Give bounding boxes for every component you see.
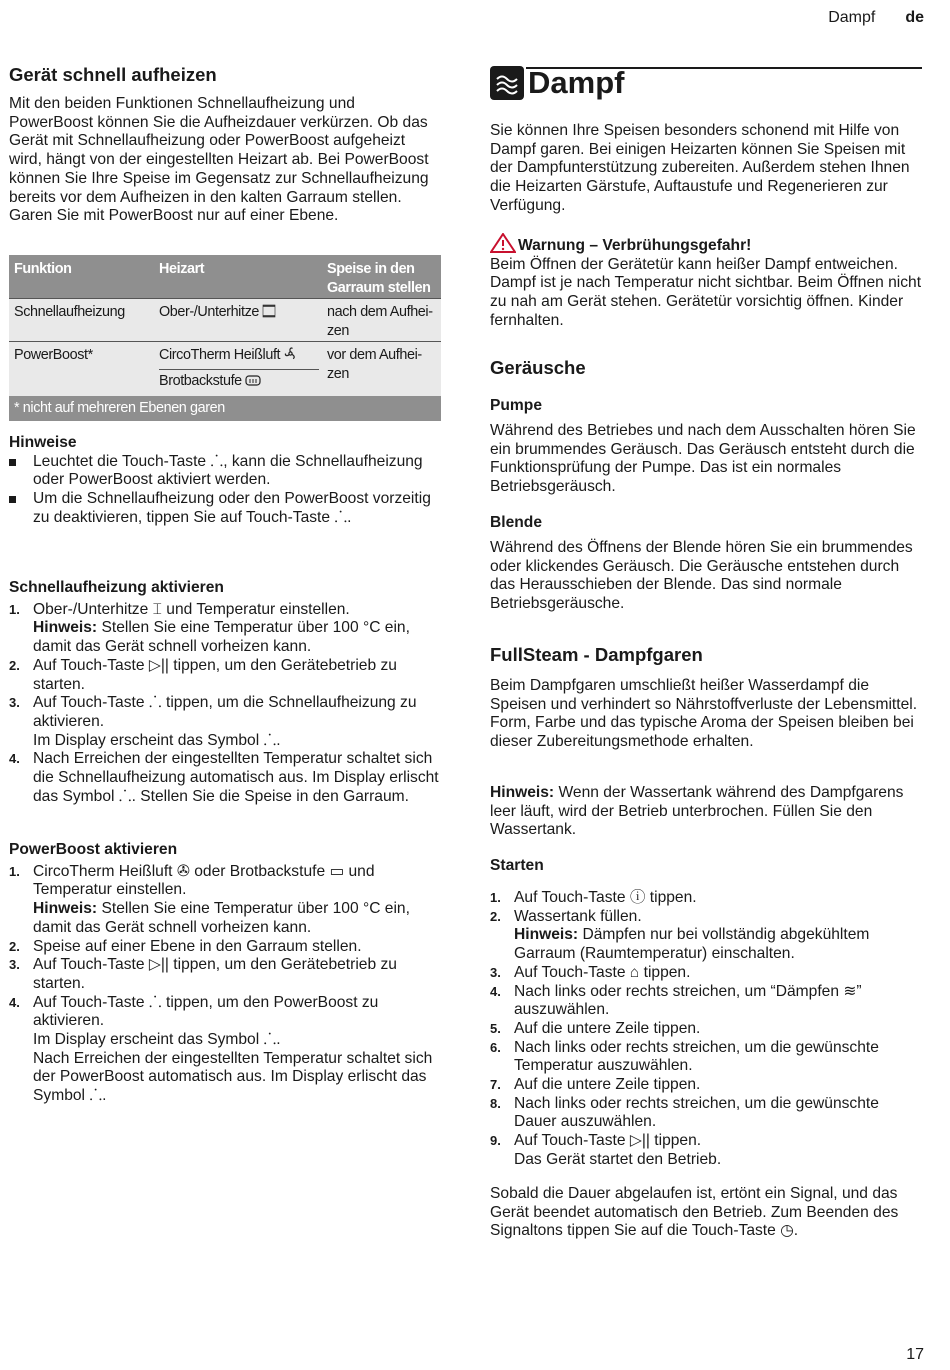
warning-triangle-icon bbox=[490, 233, 516, 253]
cell-heizart: CircoTherm Heißluft bbox=[159, 346, 298, 365]
list-item: 8. Nach links oder rechts streichen, um die gewünschte Dauer auszuwählen. bbox=[490, 1094, 879, 1131]
cell-funktion: PowerBoost* bbox=[14, 347, 93, 363]
steam-icon bbox=[490, 66, 524, 100]
list-item: 4. Nach Erreichen der eingestellten Temperatur schaltet sich die Schnellaufheizung automatisch aus. Im Display erlischt das Symbol ⸫. Stellen Sie die Speise in den Garraum. bbox=[9, 750, 439, 805]
cell-speise: nach dem Aufhei-zen bbox=[327, 304, 433, 339]
starten-title: Starten bbox=[490, 857, 544, 874]
heading-quick-heat: Gerät schnell aufheizen bbox=[9, 64, 217, 85]
schnell-steps bbox=[9, 601, 441, 807]
language-code: de bbox=[905, 9, 924, 26]
cell-heizart: Ober-/Unterhitze bbox=[159, 303, 276, 322]
cell-speise: vor dem Aufhei-zen bbox=[327, 347, 422, 382]
page-title: Dampf bbox=[528, 65, 625, 100]
circotherm-fan-icon bbox=[283, 346, 298, 361]
cell-funktion: Schnellaufheizung bbox=[14, 304, 125, 320]
table-row bbox=[9, 342, 441, 396]
list-item: 1. Auf Touch-Taste ⓘ tippen. bbox=[490, 889, 697, 906]
list-item: 9. Auf Touch-Taste ▷|| tippen. Das Gerät startet den Betrieb. bbox=[490, 1132, 722, 1168]
schnell-title: Schnellaufheizung aktivieren bbox=[9, 579, 224, 596]
heading-fullsteam: FullSteam - Dampfgaren bbox=[490, 644, 703, 665]
list-item: 2. Wassertank füllen. Hinweis: Dämpfen nur bei vollständig abgekühltem Garraum (Raumtemperatur) einschalten. bbox=[490, 907, 870, 963]
schnell-block bbox=[9, 579, 441, 806]
powerboost-steps bbox=[9, 863, 441, 1106]
list-item: 3. Auf Touch-Taste ▷|| tippen, um den Gerätebetrieb zu starten. bbox=[9, 956, 397, 992]
warning-block bbox=[490, 233, 922, 331]
table-header bbox=[9, 255, 441, 299]
dampf-title-block bbox=[490, 63, 922, 103]
hinweise-block bbox=[9, 434, 441, 528]
list-item: 4. Auf Touch-Taste ⸫ tippen, um den PowerBoost zu aktivieren. Im Display erscheint das Symbol ⸫. Nach Erreichen der eingestellten Temperatur schaltet sich der PowerBoost automatisch aus. Im Display erlischt das Symbol ⸫. bbox=[9, 993, 433, 1105]
blende-title: Blende bbox=[490, 514, 542, 531]
list-item: Um die Schnellaufheizung oder den PowerBoost vorzeitig zu deaktivieren, tippen Sie auf Touch-Taste ⸫. bbox=[9, 490, 441, 527]
footnote-text: * nicht auf mehreren Ebenen garen bbox=[14, 400, 225, 416]
col-header-heizart: Heizart bbox=[159, 261, 205, 277]
warning-title: Warnung – Verbrühungsgefahr! bbox=[490, 233, 922, 256]
list-item: 2. Speise auf einer Ebene in den Garraum stellen. bbox=[9, 937, 362, 955]
hinweise-list bbox=[9, 453, 441, 528]
pumpe-title: Pumpe bbox=[490, 397, 542, 414]
table-footnote bbox=[9, 396, 441, 421]
table-row bbox=[9, 299, 441, 342]
warning-text: Beim Öffnen der Gerätetür kann heißer Dampf entweichen. Dampf ist je nach Temperatur nicht sichtbar. Beim Öffnen nicht zu nah am Gerät stehen. Gerätetür vorsichtig öffnen. Kinder fernhalten. bbox=[490, 255, 922, 329]
list-item: 4. Nach links oder rechts streichen, um “Dämpfen ≋” auszuwählen. bbox=[490, 982, 862, 1019]
end-text: Sobald die Dauer abgelaufen ist, ertönt ein Signal, und das Gerät beendet automatisch den Betrieb. Zum Beenden des Signaltons tippen Sie auf die Touch-Taste ◷. bbox=[490, 1185, 899, 1240]
top-bottom-heat-icon bbox=[262, 304, 276, 318]
blende-text: Während des Öffnens der Blende hören Sie ein brummendes oder klickendes Geräusch. Die Geräusche entstehen durch das Herausschieben der Blende. Das sind normale Betriebsgeräusche. bbox=[490, 539, 913, 613]
list-item: 5. Auf die untere Zeile tippen. bbox=[490, 1019, 701, 1037]
list-item: 1. Ober-/Unterhitze ⌶ und Temperatur einstellen. Hinweis: Stellen Sie eine Temperatur über 100 °C ein, damit das Gerät schnell vorheizen kann. bbox=[9, 600, 410, 656]
col-header-funktion: Funktion bbox=[14, 261, 72, 277]
list-item: Leuchtet die Touch-Taste ⸫, kann die Schnellaufheizung oder PowerBoost aktiviert werden. bbox=[9, 453, 441, 490]
powerboost-block bbox=[9, 841, 441, 1106]
list-item: 6. Nach links oder rechts streichen, um die gewünschte Temperatur auszuwählen. bbox=[490, 1038, 879, 1075]
dampf-intro: Sie können Ihre Speisen besonders schonend mit Hilfe von Dampf garen. Bei einigen Heizarten können Sie Speisen mit der Dampfunterstützung zubereiten. Außerdem stehen Ihnen die Heizarten Gärstufe, Auftaustufe und Regenerieren zur Verfügung. bbox=[490, 122, 910, 214]
powerboost-title: PowerBoost aktivieren bbox=[9, 841, 178, 858]
fullsteam-hint: Hinweis: Wenn der Wassertank während des Dampfgarens leer läuft, wird der Betrieb unterbrochen. Füllen Sie den Wassertank. bbox=[490, 784, 904, 839]
intro-paragraph: Mit den beiden Funktionen Schnellaufheizung und PowerBoost können Sie die Aufheizdauer verkürzen. Ob das Gerät mit Schnellaufheizung oder PowerBoost aufgeheizt wird, hängt von der eingestellten Heizart ab. Bei PowerBoost können Sie Ihre Speise im Gegensatz zur Schnellaufheizung bereits vor dem Aufheizen in den kalten Garraum stellen. Garen Sie mit PowerBoost nur auf einer Ebene. bbox=[9, 95, 429, 225]
bread-baking-icon bbox=[245, 374, 261, 387]
cell-heizart-2: Brotbackstufe bbox=[159, 372, 261, 391]
fullsteam-text: Beim Dampfgaren umschließt heißer Wasserdampf die Speisen und verhindert so Nährstoffverluste der Lebensmittel. Form, Farbe und das typische Aroma der Speisen bleiben bei dieser Zubereitungsmethode erhalten. bbox=[490, 677, 918, 751]
col-header-speise: Speise in den Garraum stellen bbox=[327, 261, 431, 296]
heading-geraeusche: Geräusche bbox=[490, 357, 586, 378]
list-item: 2. Auf Touch-Taste ▷|| tippen, um den Gerätebetrieb zu starten. bbox=[9, 656, 397, 693]
starten-steps bbox=[490, 889, 922, 1170]
section-name: Dampf bbox=[828, 9, 876, 26]
list-item: 7. Auf die untere Zeile tippen. bbox=[490, 1076, 701, 1094]
function-table bbox=[9, 255, 441, 421]
page-number: 17 bbox=[906, 1346, 924, 1363]
cell-divider bbox=[159, 369, 319, 370]
hinweise-title: Hinweise bbox=[9, 434, 77, 451]
pumpe-text: Während des Betriebes und nach dem Ausschalten hören Sie ein brummendes Geräusch. Das Geräusch entsteht durch die Funktionsprüfung der Pumpe. Das ist ein normales Betriebsgeräusch. bbox=[490, 422, 916, 496]
list-item: 3. Auf Touch-Taste ⌂ tippen. bbox=[490, 963, 691, 981]
list-item: 1. CircoTherm Heißluft ✇ oder Brotbackstufe ▭ und Temperatur einstellen. Hinweis: Stellen Sie eine Temperatur über 100 °C ein, damit das Gerät schnell vorheizen kann. bbox=[9, 862, 410, 936]
list-item: 3. Auf Touch-Taste ⸫ tippen, um die Schnellaufheizung zu aktivieren. Im Display erscheint das Symbol ⸫. bbox=[9, 694, 417, 749]
running-header bbox=[828, 8, 924, 28]
